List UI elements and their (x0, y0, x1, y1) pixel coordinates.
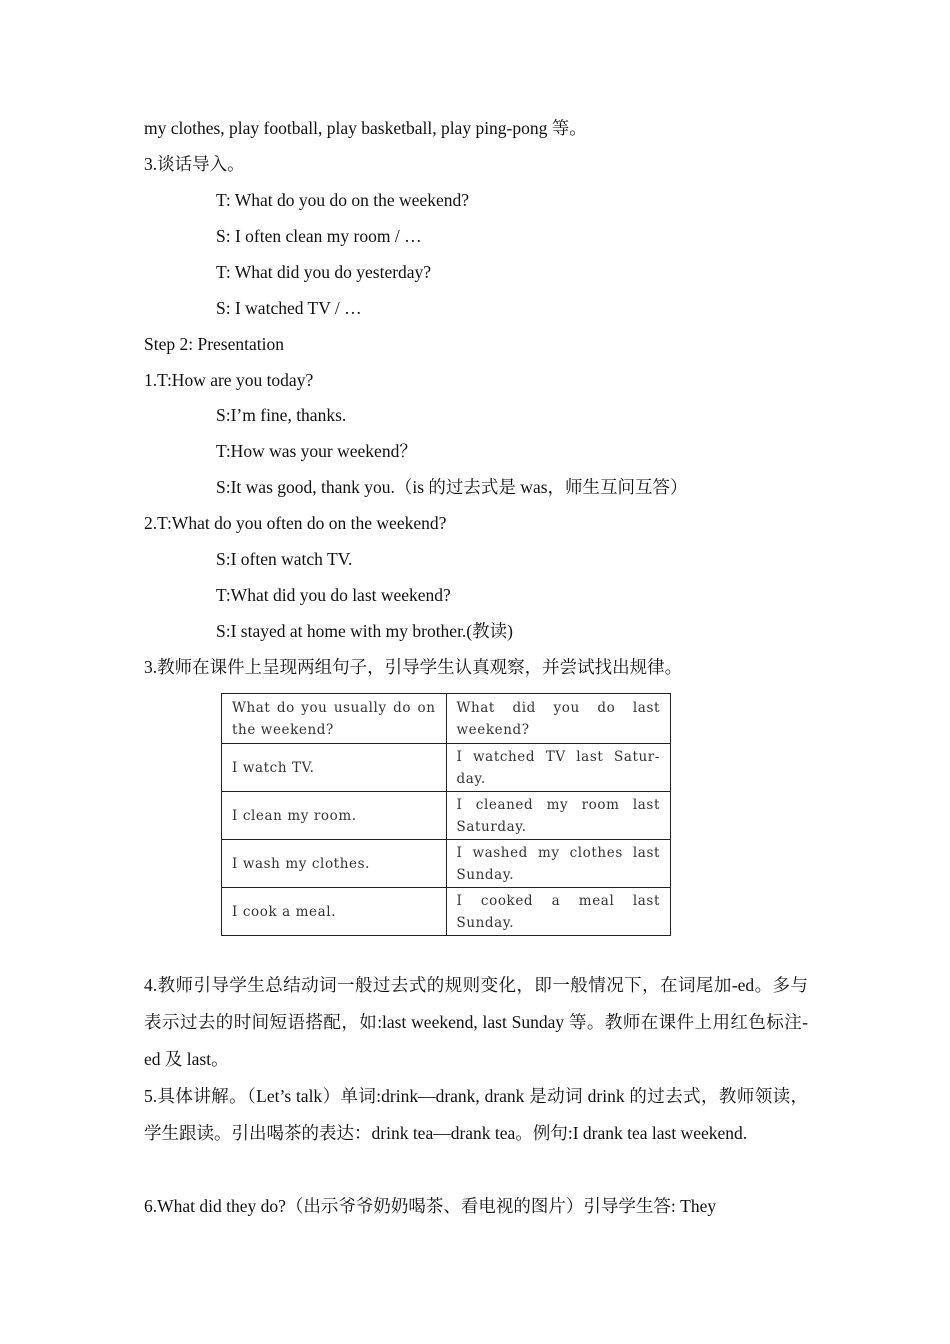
dialogue-line: T:How was your weekend？ (216, 441, 417, 461)
table-cell: I cleaned my room last Saturday. (446, 792, 671, 840)
dialogue-line: S:I often watch TV. (216, 549, 353, 569)
dialogue-line: T: What did you do yesterday? (216, 262, 432, 282)
section-heading: 3.谈话导入。 (144, 154, 245, 174)
dialogue-line: T:What did you do last weekend? (216, 585, 451, 605)
table-header-cell: What did you do last weekend? (446, 694, 671, 744)
table-row (222, 840, 671, 888)
dialogue-line: S: I watched TV / … (216, 298, 362, 318)
instruction-line: 3.教师在课件上呈现两组句子，引导学生认真观察，并尝试找出规律。 (144, 657, 683, 677)
dialogue-line: S: I often clean my room / … (216, 226, 422, 246)
table-cell: I washed my clothes last Sunday. (446, 840, 671, 888)
table-cell: I watched TV last Satur-day. (446, 744, 671, 792)
table-cell: I cook a meal. (222, 888, 447, 936)
paragraph-summary: 4.教师引导学生总结动词一般过去式的规则变化，即一般情况下，在词尾加-ed。多与表示过去的时间短语搭配，如:last weekend, last Sunday 等。教师在课件上用红色标注-ed 及 last。 (144, 975, 808, 1069)
table-row (222, 888, 671, 936)
table-cell: I watch TV. (222, 744, 447, 792)
table-cell: I wash my clothes. (222, 840, 447, 888)
dialogue-line: S:It was good, thank you.（is 的过去式是 was，师生互问互答） (216, 477, 688, 497)
table-cell: I clean my room. (222, 792, 447, 840)
text-line: my clothes, play football, play basketball, play ping-pong 等。 (144, 118, 587, 138)
comparison-table (221, 693, 671, 936)
table-row (222, 744, 671, 792)
dialogue-line: 2.T:What do you often do on the weekend? (144, 513, 447, 533)
dialogue-line: S:I stayed at home with my brother.(教读) (216, 621, 513, 641)
dialogue-line: T: What do you do on the weekend? (216, 190, 469, 210)
paragraph-explanation: 5.具体讲解。（Let’s talk）单词:drink—drank, drank 是动词 drink 的过去式，教师领读，学生跟读。引出喝茶的表达：drink tea—drank tea。例句:I drank tea last weekend. (144, 1086, 808, 1143)
table-cell: I cooked a meal last Sunday. (446, 888, 671, 936)
step-heading: Step 2: Presentation (144, 334, 284, 354)
table-row (222, 792, 671, 840)
dialogue-line: S:I’m fine, thanks. (216, 405, 347, 425)
table-header-cell: What do you usually do on the weekend? (222, 694, 447, 744)
paragraph-question: 6.What did they do?（出示爷爷奶奶喝茶、看电视的图片）引导学生答: They (144, 1196, 717, 1216)
table-header-row (222, 694, 671, 744)
dialogue-line: 1.T:How are you today? (144, 370, 314, 390)
